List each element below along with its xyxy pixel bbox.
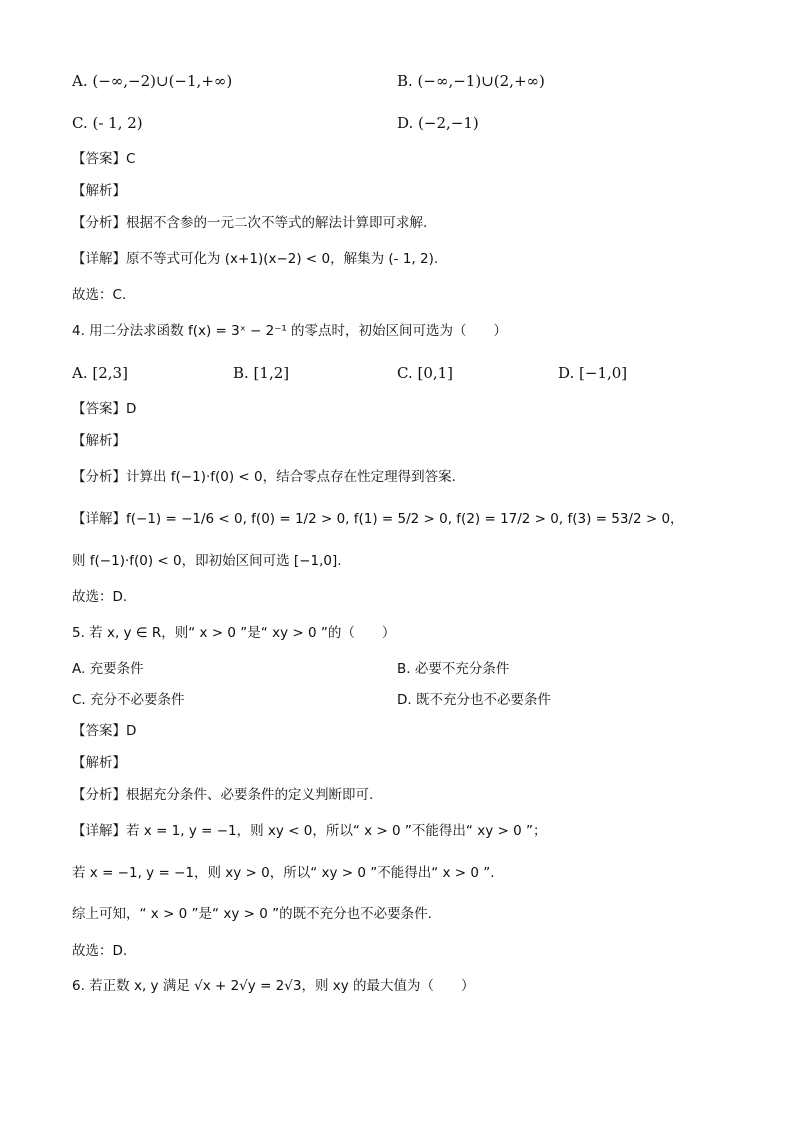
q5-choice: 故选：D.	[72, 943, 128, 959]
q4-detail: 【详解】f(−1) = −1/6 < 0, f(0) = 1/2 > 0, f(1) = 5/2 > 0, f(2) = 17/2 > 0, f(3) = 53/2 > 0，	[72, 511, 684, 527]
q6-stem: 6. 若正数 x, y 满足 √x + 2√y = 2√3，则 xy 的最大值为（ ）	[72, 978, 475, 994]
q4-analysis: 【分析】计算出 f(−1)·f(0) < 0，结合零点存在性定理得到答案.	[72, 469, 456, 485]
q3-option-d: D. (−2,−1)	[397, 114, 479, 132]
q5-option-d: D. 既不充分也不必要条件	[397, 692, 551, 708]
q5-analysis-heading: 【解析】	[72, 755, 126, 771]
q4-option-a: A. [2,3]	[72, 364, 128, 382]
q3-option-b: B. (−∞,−1)∪(2,+∞)	[397, 72, 545, 90]
q3-analysis-heading: 【解析】	[72, 183, 126, 199]
q4-stem: 4. 用二分法求函数 f(x) = 3ˣ − 2⁻¹ 的零点时，初始区间可选为（ ）	[72, 323, 508, 339]
q5-answer: 【答案】D	[72, 723, 137, 739]
q5-summary: 综上可知，“ x > 0 ”是“ xy > 0 ”的既不充分也不必要条件.	[72, 906, 432, 922]
q4-option-c: C. [0,1]	[397, 364, 454, 382]
q3-analysis: 【分析】根据不含参的一元二次不等式的解法计算即可求解.	[72, 215, 428, 231]
q4-choice: 故选：D.	[72, 589, 128, 605]
q4-option-d: D. [−1,0]	[558, 364, 628, 382]
q3-answer: 【答案】C	[72, 151, 136, 167]
q5-option-a: A. 充要条件	[72, 661, 144, 677]
q3-choice: 故选：C.	[72, 287, 127, 303]
q3-option-a: A. (−∞,−2)∪(−1,+∞)	[72, 72, 233, 90]
q4-analysis-heading: 【解析】	[72, 433, 126, 449]
q3-option-c: C. (- 1, 2)	[72, 114, 143, 132]
q5-option-b: B. 必要不充分条件	[397, 661, 510, 677]
q5-detail-2: 若 x = −1, y = −1，则 xy > 0，所以“ xy > 0 ”不能得出“ x > 0 ”.	[72, 865, 495, 881]
q5-stem: 5. 若 x, y ∈ R，则“ x > 0 ”是“ xy > 0 ”的（ ）	[72, 625, 396, 641]
q4-option-b: B. [1,2]	[233, 364, 290, 382]
q3-detail: 【详解】原不等式可化为 (x+1)(x−2) < 0，解集为 (- 1, 2).	[72, 251, 439, 267]
q5-detail-1: 【详解】若 x = 1, y = −1，则 xy < 0，所以“ x > 0 ”不能得出“ xy > 0 ”；	[72, 823, 547, 839]
q4-answer: 【答案】D	[72, 401, 137, 417]
q4-conclusion: 则 f(−1)·f(0) < 0，即初始区间可选 [−1,0].	[72, 553, 342, 569]
q5-analysis: 【分析】根据充分条件、必要条件的定义判断即可.	[72, 787, 374, 803]
q5-option-c: C. 充分不必要条件	[72, 692, 185, 708]
